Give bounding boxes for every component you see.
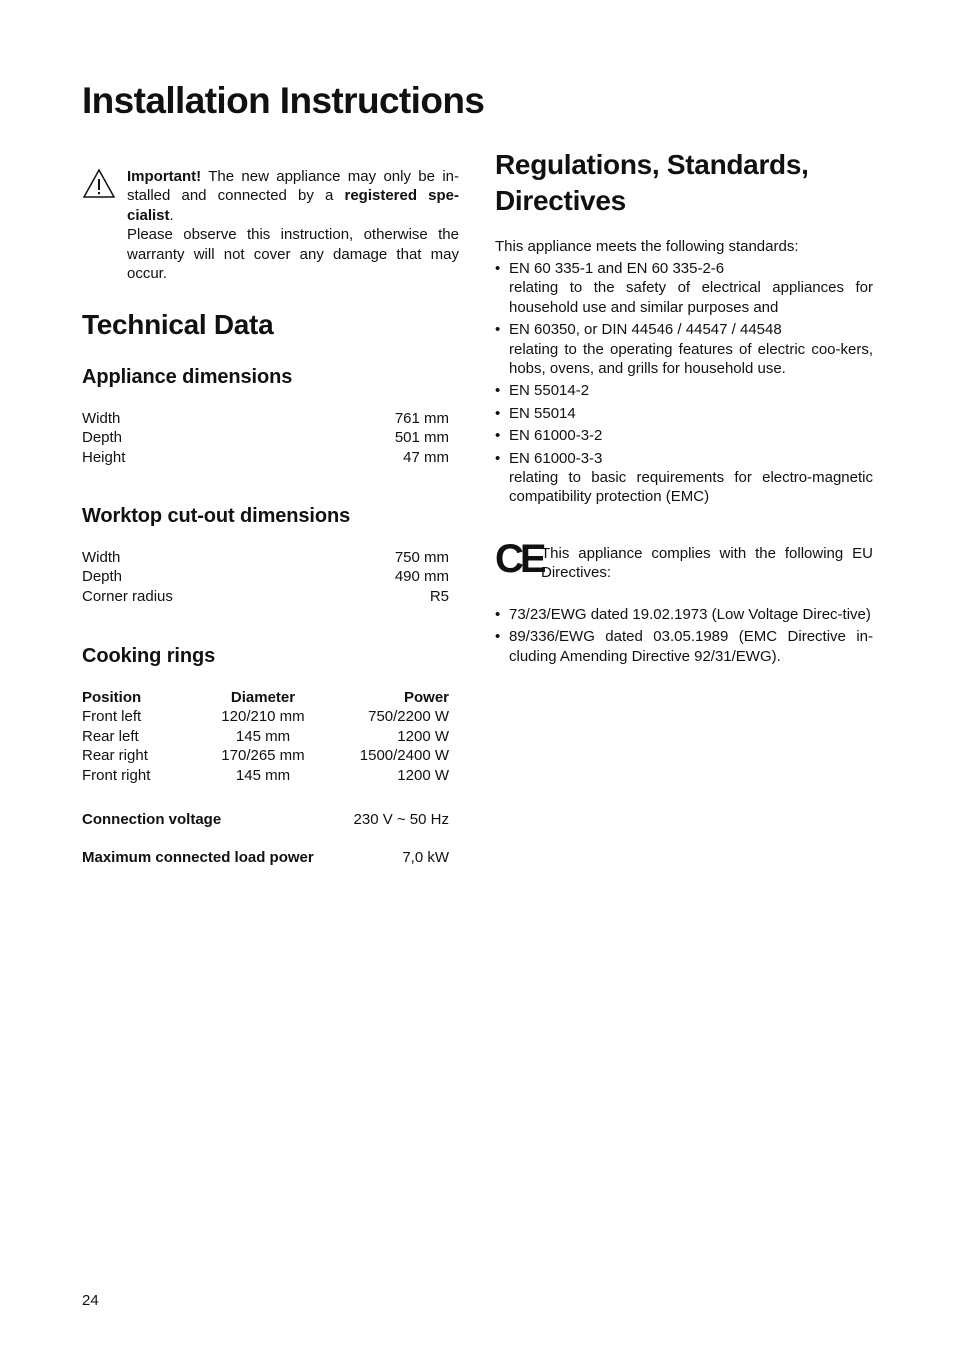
warning-triangle-icon [82, 168, 116, 200]
cooking-rings-table [82, 688, 449, 785]
table-row: Width 761 mm [82, 410, 449, 427]
table-cell: Front left [82, 708, 142, 726]
table-row: Height 47 mm [82, 448, 449, 466]
list-item: • EN 55014-2 [495, 381, 873, 400]
table-cell: 1200 W [397, 766, 449, 784]
worktop-table [82, 548, 449, 606]
table-cell: Rear right [82, 747, 148, 765]
column-header: Power [403, 689, 449, 706]
appliance-dimensions-table [82, 409, 449, 467]
regulations-heading: Regulations, Standards, Directives [495, 149, 809, 216]
directives-list [495, 605, 873, 669]
table-cell: 750/2200 W [368, 708, 449, 726]
connection-voltage-row: Connection voltage 230 V ~ 50 Hz [82, 811, 449, 828]
table-cell: 120/210 mm [221, 708, 305, 726]
table-cell: Front right [82, 766, 151, 784]
table-cell: 145 mm [235, 766, 291, 784]
list-item: • EN 60 335-1 and EN 60 335-2-6 relating to the safety of electrical appliances for household use and similar purposes and [495, 259, 873, 317]
list-item: • EN 61000-3-2 [495, 426, 873, 445]
table-row: Depth 501 mm [82, 429, 449, 447]
table-cell: 145 mm [235, 727, 291, 745]
column-header: Diameter [230, 689, 296, 706]
table-cell: 1500/2400 W [359, 747, 449, 765]
max-load-row: Maximum connected load power 7,0 kW [82, 849, 449, 866]
list-item: • EN 60350, or DIN 44546 / 44547 / 44548 relating to the operating features of electric coo-kers, hobs, ovens, and grills for household use. [495, 320, 873, 378]
list-item: • EN 61000-3-3 relating to basic requirements for electro-magnetic compatibility protection (EMC) [495, 449, 873, 507]
page-title: Installation Instructions [82, 80, 485, 121]
table-row: Corner radius R5 [82, 587, 449, 605]
warning-text: Important! The new appliance may only be in-stalled and connected by a registered spe-cialist. Please observe this instruction, otherwise the warranty will not cover any damage that may occur. [127, 168, 459, 283]
worktop-heading: Worktop cut-out dimensions [82, 505, 351, 527]
list-item: • 73/23/EWG dated 19.02.1973 (Low Voltage Direc-tive) [495, 605, 873, 624]
regulations-intro: This appliance meets the following standards: [495, 238, 799, 255]
ce-mark-icon: CE [495, 537, 543, 581]
page-number: 24 [82, 1292, 99, 1309]
table-row: Width 750 mm [82, 549, 449, 566]
table-cell: 170/265 mm [221, 747, 305, 765]
table-row: Depth 490 mm [82, 568, 449, 586]
cooking-rings-heading: Cooking rings [82, 645, 216, 667]
column-header: Position [82, 689, 142, 706]
appliance-dimensions-heading: Appliance dimensions [82, 366, 293, 388]
list-item: • 89/336/EWG dated 03.05.1989 (EMC Directive in-cluding Amending Directive 92/31/EWG). [495, 627, 873, 666]
ce-text: This appliance complies with the following EU Directives: [541, 545, 873, 582]
table-cell: 1200 W [397, 727, 449, 745]
technical-data-heading: Technical Data [82, 309, 274, 340]
table-cell: Rear left [82, 727, 139, 745]
standards-list [495, 259, 873, 510]
list-item: • EN 55014 [495, 404, 873, 423]
